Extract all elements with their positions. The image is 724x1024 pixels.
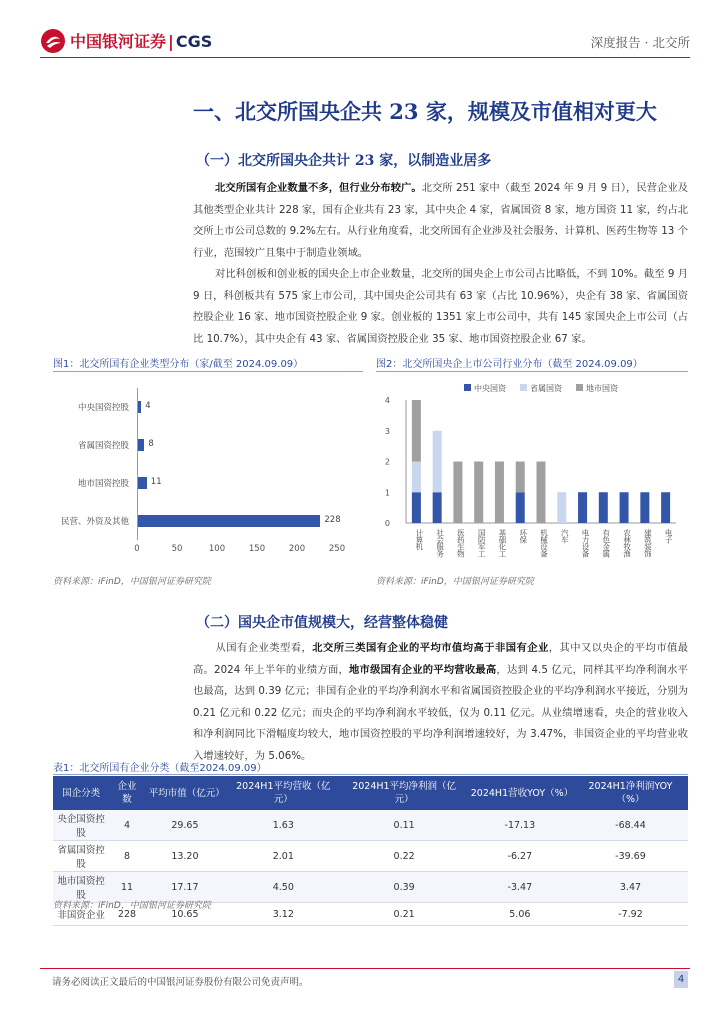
fig2-y-tick: 3 [384, 426, 390, 436]
section1-heading: （一）北交所国央企共计 23 家，以制造业居多 [196, 153, 492, 169]
section1-paragraph-1: 北交所国有企业数量不多，但行业分布较广。北交所 251 家中（截至 2024 年 9 月 9 日），民营企业及其他类型企业共计 228 家，国有企业共有 23 家，其中央企 4 家，省属国资 8 家，地方国资 11 家，约占北交所上市公司总数的 9.2%左右。从行业角度看，北交所国有企业涉及社会服务、计算机、医药生物等 13 个行业，范围较广且集中于制造业领域。 [193, 182, 689, 259]
table-header: 平均市值（亿元） [145, 776, 225, 810]
table-cell: 11 [109, 872, 144, 903]
fig2-bar-segment [557, 492, 566, 523]
table-cell: 0.11 [342, 810, 467, 841]
fig2-bar-segment [537, 462, 546, 524]
table-cell: 0.22 [342, 841, 467, 872]
fig1-value-label: 4 [145, 401, 151, 411]
table-cell: 0.39 [342, 872, 467, 903]
fig2-y-tick: 1 [384, 488, 390, 498]
fig2-bar-segment [412, 492, 421, 523]
fig2-bar-segment [516, 492, 525, 523]
table-cell: -39.69 [573, 841, 688, 872]
fig2-category-label: 农林牧渔 [622, 529, 632, 557]
table-cell: 5.06 [467, 903, 573, 926]
table-cell: 228 [109, 903, 144, 926]
table-cell: 0.21 [342, 903, 467, 926]
fig2-category-label: 社会服务 [435, 529, 445, 557]
fig1-x-tick: 100 [208, 544, 226, 554]
fig2-y-tick: 4 [384, 396, 390, 405]
fig2-legend-label: 省属国资 [530, 384, 562, 393]
table-header: 2024H1净利润YOY（%） [573, 776, 688, 810]
table-cell: 央企国资控股 [53, 810, 109, 841]
fig1-bar [138, 515, 320, 527]
fig2-category-label: 电力设备 [581, 529, 591, 557]
fig2-category-label: 建筑装饰 [643, 529, 653, 557]
table1-caption-rule [53, 774, 688, 775]
table-cell: -3.47 [467, 872, 573, 903]
fig2-category-label: 国防军工 [477, 529, 487, 557]
table-row [53, 841, 688, 872]
table-cell: 29.65 [145, 810, 225, 841]
footer-divider [40, 968, 690, 969]
fig1-x-tick: 200 [288, 544, 306, 554]
fig2-bar-segment [433, 492, 442, 523]
fig1-category-label: 中央国资控股 [77, 403, 129, 413]
fig2-category-label: 有色金属 [601, 529, 611, 557]
fig2-bar-segment [495, 462, 504, 524]
table-cell: 4 [109, 810, 144, 841]
table-cell: 3.47 [573, 872, 688, 903]
fig1-category-label: 地市国资控股 [77, 479, 129, 489]
fig2-bar-segment [412, 462, 421, 493]
fig2-y-tick: 0 [384, 519, 390, 528]
fig2-bar-segment [620, 492, 629, 523]
fig2-legend-swatch [576, 384, 583, 391]
figure2-caption-rule [376, 371, 688, 372]
table-cell: -17.13 [467, 810, 573, 841]
cgs-logo-icon [40, 28, 66, 54]
table-cell: -68.44 [573, 810, 688, 841]
fig2-category-label: 基础化工 [497, 529, 507, 557]
fig2-bar-segment [412, 400, 421, 462]
report-type: 深度报告 · 北交所 [590, 35, 690, 50]
fig1-value-label: 228 [324, 515, 341, 525]
fig1-bar [138, 439, 144, 451]
fig2-y-tick: 2 [384, 457, 390, 467]
fig1-x-tick: 150 [248, 544, 266, 554]
table-header: 2024H1平均营收（亿元） [225, 776, 341, 810]
fig2-bar-segment [453, 462, 462, 524]
fig2-category-label: 环保 [518, 529, 528, 543]
fig1-value-label: 8 [148, 439, 154, 449]
fig2-legend-swatch [520, 384, 527, 391]
fig1-x-tick: 250 [328, 544, 346, 554]
fig2-category-label: 汽车 [560, 529, 570, 543]
fig1-x-tick: 50 [171, 544, 183, 554]
figure1-source: 资料来源：iFinD，中国银河证券研究院 [53, 577, 211, 587]
fig2-legend-swatch [464, 384, 471, 391]
table-row [53, 810, 688, 841]
fig2-legend-label: 地市国资 [586, 384, 618, 393]
figure2-source: 资料来源：iFinD，中国银河证券研究院 [376, 577, 534, 587]
table-header: 国企分类 [53, 776, 109, 810]
fig2-bar-segment [661, 492, 670, 523]
page-title: 一、北交所国央企共 23 家，规模及市值相对更大 [193, 99, 657, 124]
table-cell: 2.01 [225, 841, 341, 872]
table-header: 2024H1营收YOY（%） [467, 776, 573, 810]
table-cell: 8 [109, 841, 144, 872]
figure1-caption-rule [53, 371, 363, 372]
fig2-bar-segment [640, 492, 649, 523]
fig2-category-label: 电子 [664, 529, 674, 543]
table-header: 企业数 [109, 776, 144, 810]
figure1-caption: 图1：北交所国有企业类型分布（家/截至 2024.09.09） [53, 359, 304, 370]
table1-source: 资料来源：iFinD，中国银河证券研究院 [53, 901, 211, 911]
disclaimer: 请务必阅读正文最后的中国银河证券股份有限公司免责声明。 [52, 977, 309, 988]
table-cell: 非国资企业 [53, 903, 109, 926]
fig2-bar-segment [474, 462, 483, 524]
table-cell: 17.17 [145, 872, 225, 903]
fig2-legend-label: 中央国资 [474, 384, 506, 393]
table-cell: 3.12 [225, 903, 341, 926]
fig2-category-label: 医药生物 [456, 529, 466, 557]
table-cell: 13.20 [145, 841, 225, 872]
figure2-chart [376, 376, 688, 568]
section1-paragraph-2: 对比科创板和创业板的国央企上市企业数量，北交所的国央企上市公司占比略低，不到 10%。截至 9 月 9 日，科创板共有 575 家上市公司，其中国央企公司共有 63 家（占比 10.96%），央企有 38 家、省属国资控股企业 16 家、地市国资控股企业 9 家。创业板的 1351 家上市公司中，共有 145 家国央企上市公司（占比 10.7%），其中央企有 43 家、省属国资控股企业 35 家、地市国资控股企业 67 家。 [193, 268, 688, 345]
fig2-category-label: 计算机 [414, 529, 424, 550]
fig1-category-label: 省属国资控股 [77, 441, 129, 451]
fig1-bar [138, 477, 147, 489]
table-cell: 地市国资控股 [53, 872, 109, 903]
fig1-value-label: 11 [150, 477, 162, 487]
fig2-category-label: 机械设备 [539, 529, 549, 557]
fig1-category-label: 民营、外资及其他 [60, 517, 129, 527]
fig2-bar-segment [516, 462, 525, 493]
fig2-bar-segment [599, 492, 608, 523]
table-cell: 1.63 [225, 810, 341, 841]
figure2-caption: 图2：北交所国央企上市公司行业分布（截至 2024.09.09） [376, 359, 643, 370]
table-cell: 10.65 [145, 903, 225, 926]
fig2-bar-segment [433, 431, 442, 493]
fig1-bar [138, 401, 141, 413]
brand-name: 中国银河证券 | CGS [70, 32, 213, 51]
section2-paragraph-1: 从国有企业类型看，北交所三类国有企业的平均市值均高于非国有企业，其中又以央企的平均市值最高。2024 年上半年的业绩方面，地市级国有企业的平均营收最高，达到 4.5 亿元，同样其平均净利润水平也最高，达到 0.39 亿元；非国有企业的平均净利润水平和省属国资控股企业的平均净利润水平接近，分别为 0.21 亿元和 0.22 亿元；而央企的平均净利润水平较低，仅为 0.11 亿元。从业绩增速看，央企的营业收入和净利润同比下滑幅度均较大，地市国资控股的平均净利润增速较好，为 3.47%，非国资企业的平均营业收入增速较好，为 5.06%。 [193, 642, 689, 762]
section2-heading: （二）国央企市值规模大，经营整体稳健 [196, 615, 448, 631]
figure1-chart [53, 378, 363, 566]
table-cell: -6.27 [467, 841, 573, 872]
header-divider [40, 57, 690, 58]
table1-caption: 表1：北交所国有企业分类（截至2024.09.09） [53, 763, 267, 774]
page-number: 4 [674, 971, 688, 988]
fig1-x-tick: 0 [134, 544, 140, 554]
table-cell: 4.50 [225, 872, 341, 903]
table-cell: 省属国资控股 [53, 841, 109, 872]
table-header: 2024H1平均净利润（亿元） [342, 776, 467, 810]
fig2-bar-segment [578, 492, 587, 523]
table-cell: -7.92 [573, 903, 688, 926]
